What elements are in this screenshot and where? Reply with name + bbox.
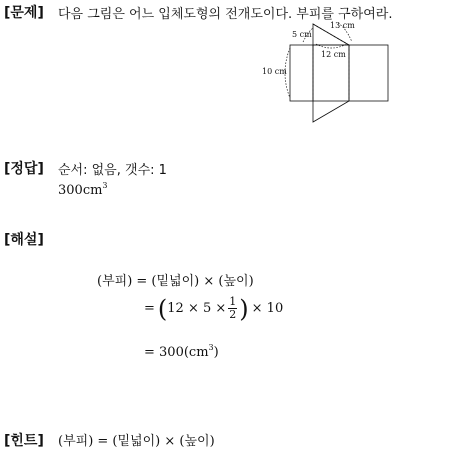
hint-label: [힌트] (4, 433, 44, 449)
solution-label: [해설] (4, 232, 44, 248)
answer-meta: 순서: 없음, 갯수: 1 (58, 163, 167, 178)
label-13cm: 13 cm (330, 21, 355, 30)
label-12cm: 12 cm (321, 50, 346, 59)
answer-value: $300cm^3$ (58, 181, 108, 198)
answer-label: [정답] (4, 161, 44, 177)
fraction-one-half: $\frac{1}{2}$ (229, 295, 237, 321)
right-face (349, 45, 388, 101)
bottom-triangle (313, 101, 349, 122)
label-10cm: 10 cm (262, 67, 287, 76)
solution-line-2: = ( 12 × 5 × $\frac{1}{2}$ ) × 10 (144, 294, 284, 323)
solution-line-1: (부피) = (밑넓이) × (높이) (97, 274, 254, 289)
problem-label: [문제] (4, 5, 44, 21)
net-diagram (0, 0, 449, 130)
problem-text: 다음 그림은 어느 입체도형의 전개도이다. 부피를 구하여라. (58, 7, 393, 22)
solution-line-3: = $300(cm^3)$ (144, 343, 219, 360)
left-face (290, 45, 313, 101)
label-5cm: 5 cm (292, 30, 312, 39)
hint-text: (부피) = (밑넓이) × (높이) (58, 434, 215, 449)
